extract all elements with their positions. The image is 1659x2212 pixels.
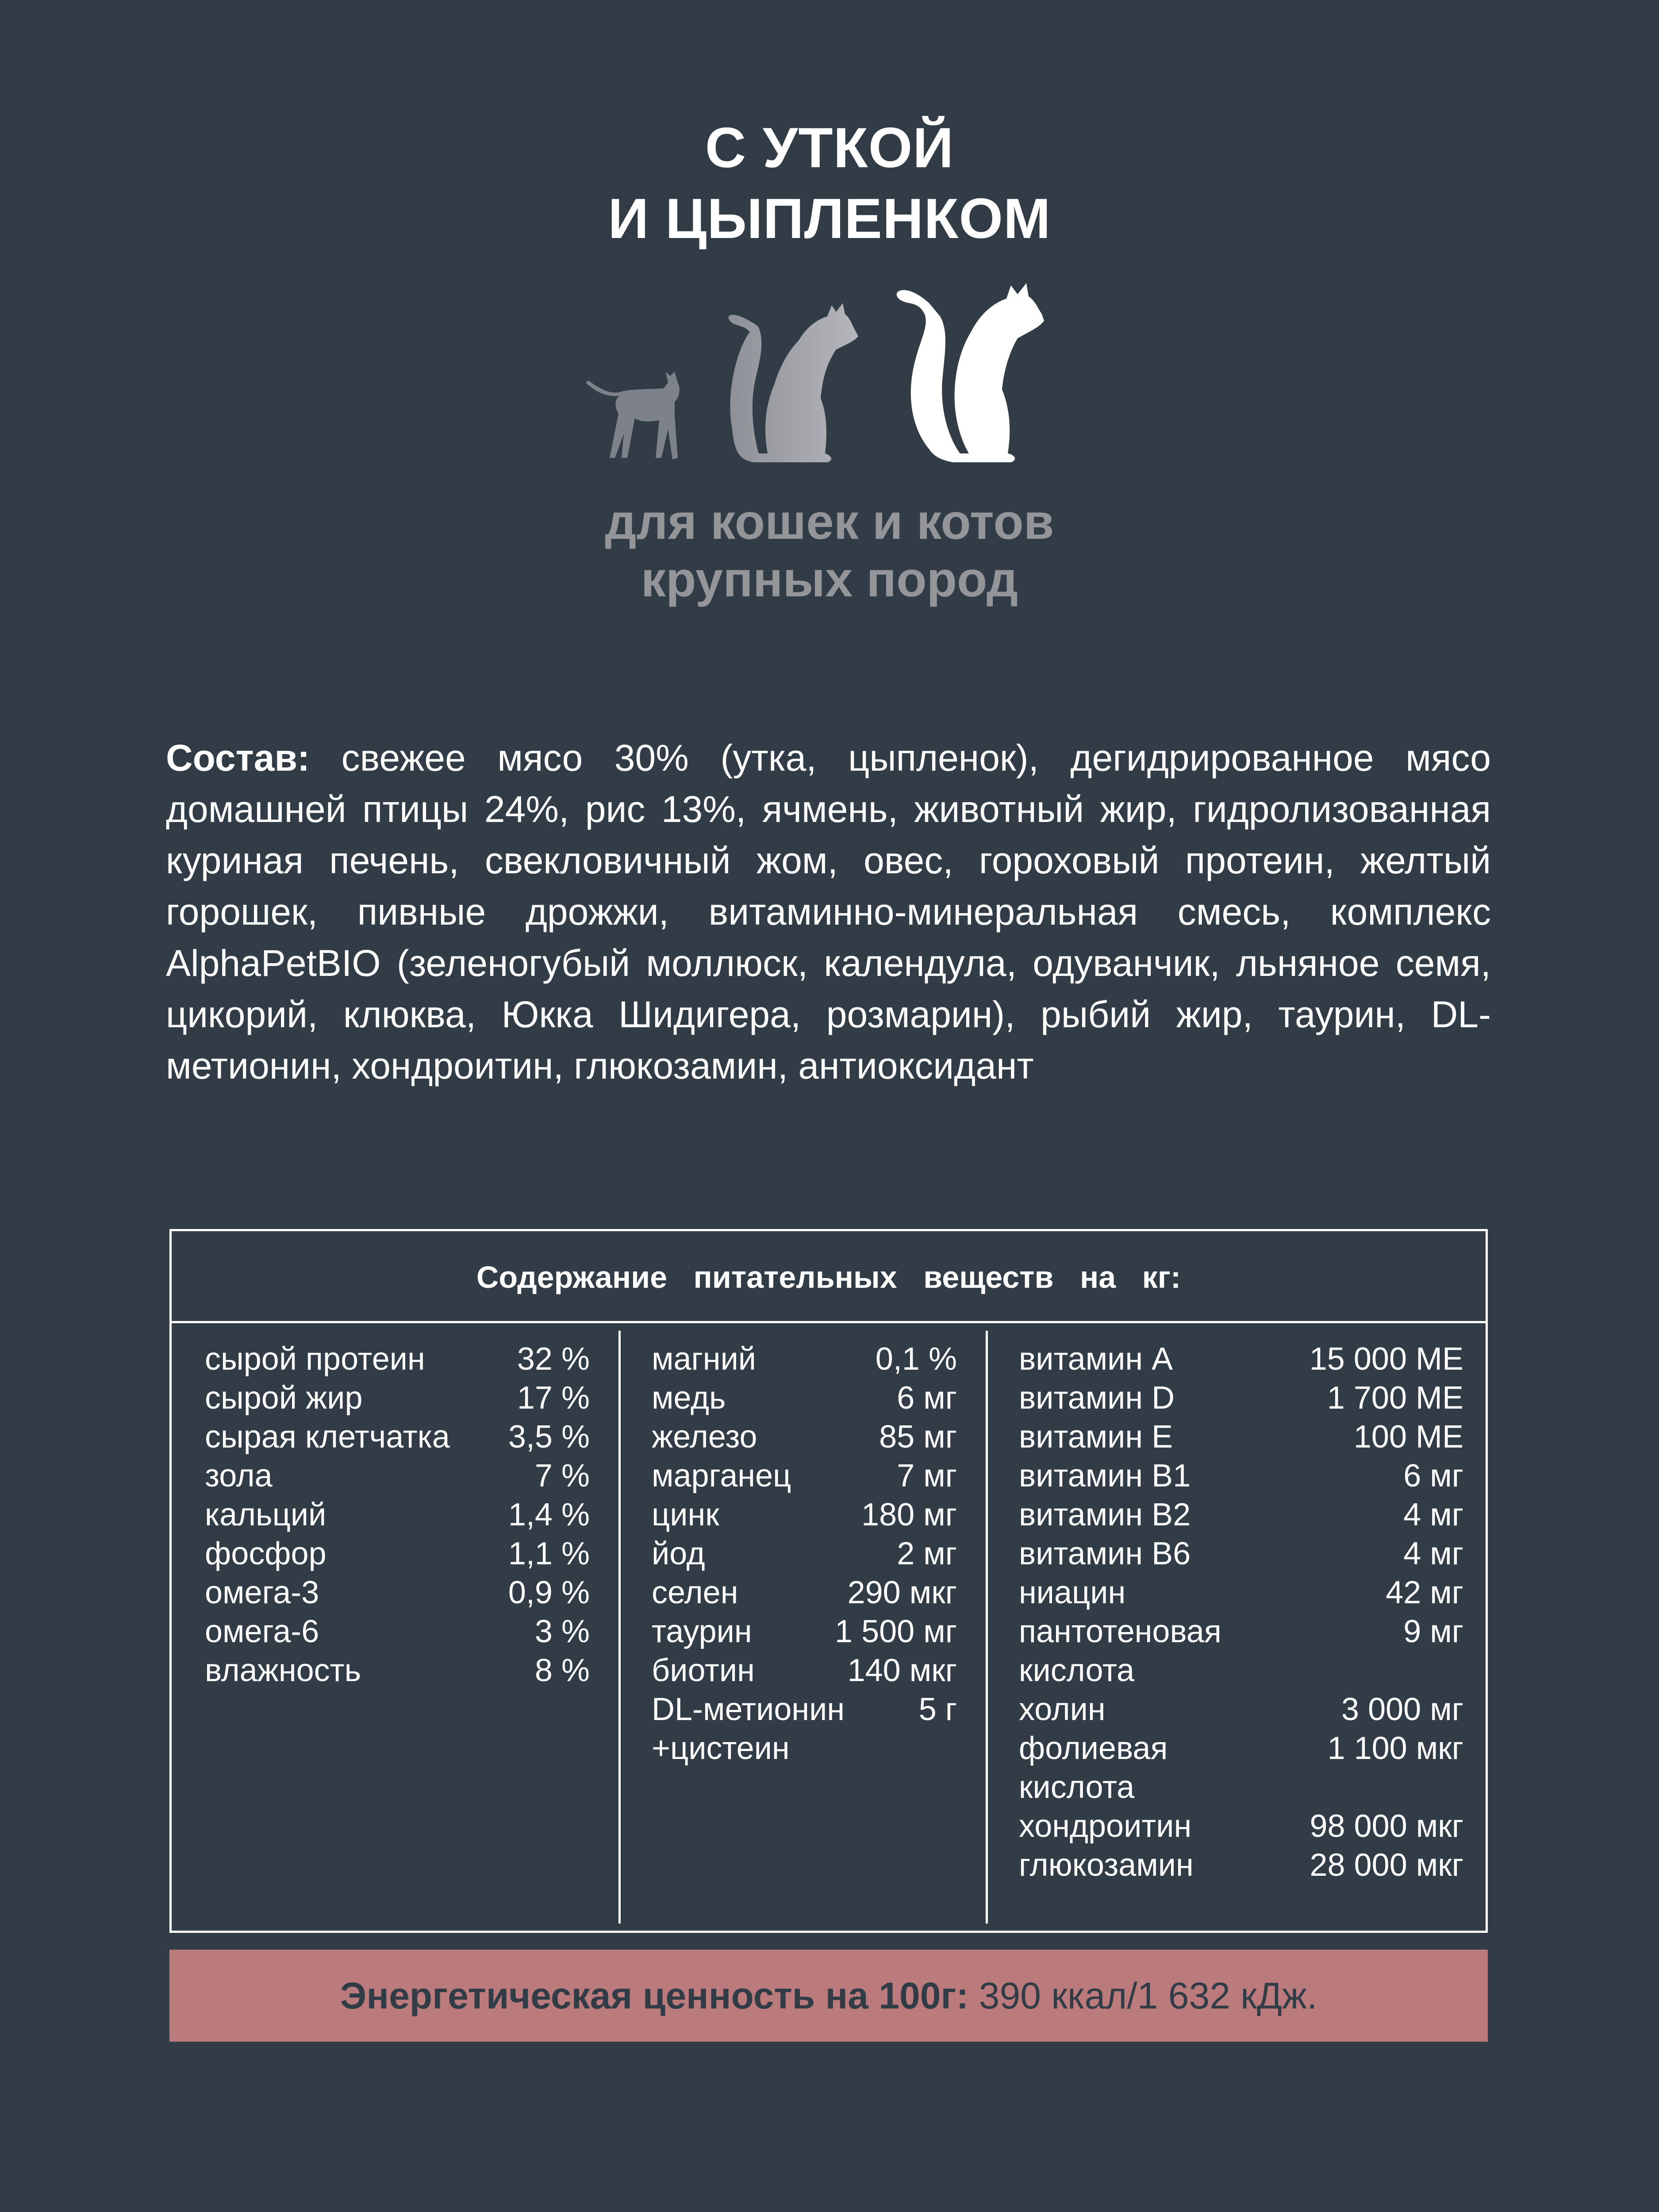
nutrient-value: 42 мг: [1386, 1575, 1463, 1610]
nutrient-value: 9 мг: [1403, 1614, 1463, 1649]
nutrient-name: витамин B2: [1019, 1497, 1191, 1532]
nutrient-value: 3 000 мг: [1341, 1692, 1463, 1727]
column-divider: [618, 1331, 621, 1924]
nutrient-name: зола: [205, 1458, 273, 1494]
nutrient-row: [1019, 1807, 1463, 1846]
nutrient-row: [1019, 1690, 1463, 1729]
nutrient-value: 3 %: [534, 1614, 590, 1649]
nutrient-row: [1019, 1534, 1463, 1573]
nutrient-name: пантотеновая: [1019, 1614, 1221, 1649]
subtitle-line-2: крупных пород: [641, 552, 1018, 607]
nutrient-value: 5 г: [918, 1692, 957, 1727]
nutrient-value: 290 мкг: [847, 1575, 957, 1610]
nutrient-row: [1019, 1768, 1463, 1807]
nutrient-value: 6 мг: [1403, 1458, 1463, 1494]
nutrient-value: 15 000 МЕ: [1309, 1341, 1463, 1377]
nutrient-name: йод: [652, 1536, 705, 1571]
cat-silhouette-icon: [729, 303, 858, 462]
nutrient-name: ниацин: [1019, 1575, 1126, 1610]
nutrient-row: [205, 1379, 590, 1417]
nutrient-row: [652, 1729, 957, 1768]
nutrient-value: 7 мг: [897, 1458, 957, 1494]
nutrient-value: 1 100 мкг: [1327, 1731, 1463, 1766]
nutrient-name: витамин А: [1019, 1341, 1173, 1377]
nutrient-name: омега-6: [205, 1614, 319, 1649]
nutrient-row: [1019, 1846, 1463, 1885]
energy-label: Энергетическая ценность на 100г:: [340, 1975, 969, 2016]
nutrient-row: [652, 1612, 957, 1651]
nutrient-row: [1019, 1495, 1463, 1534]
nutrient-value: 0,9 %: [508, 1575, 590, 1610]
nutrient-name: магний: [652, 1341, 757, 1377]
nutrient-row: [652, 1495, 957, 1534]
nutrient-row: [652, 1417, 957, 1456]
energy-value: 390 ккал/1 632 кДж.: [979, 1975, 1317, 2016]
nutrient-value: 7 %: [534, 1458, 590, 1494]
nutrient-row: [652, 1651, 957, 1690]
nutrient-value: 4 мг: [1403, 1497, 1463, 1532]
nutrient-name: кислота: [1019, 1653, 1135, 1688]
nutrient-name: цинк: [652, 1497, 719, 1532]
nutrient-name: витамин D: [1019, 1380, 1175, 1416]
nutrient-name: холин: [1019, 1692, 1106, 1727]
nutrient-row: [205, 1456, 590, 1495]
large-cat-silhouette-icon: [897, 283, 1044, 462]
nutrient-value: 2 мг: [897, 1536, 957, 1571]
composition-text: свежее мясо 30% (утка, цыпленок), дегидрированное мясо домашней птицы 24%, рис 13%, ячмень, животный жир, гидролизованная куриная печень, свекловичный жом, овес, гороховый протеин, желтый горошек, пивные дрожжи, витаминно-минеральная смесь, комплекс AlphaPetBIO (зеленогубый моллюск, календула, одуванчик, льняное семя, цикорий, клюква, Юкка Шидигера, розмарин), рыбий жир, таурин, DL-метионин, хондроитин, глюкозамин, антиоксидант: [166, 737, 1491, 1087]
nutrient-name: кислота: [1019, 1770, 1135, 1805]
nutrient-row: [205, 1495, 590, 1534]
nutrient-name: глюкозамин: [1019, 1847, 1194, 1883]
nutrient-value: 85 мг: [879, 1419, 957, 1455]
nutrient-name: медь: [652, 1380, 726, 1416]
nutrient-value: 6 мг: [897, 1380, 957, 1416]
nutrient-row: [1019, 1573, 1463, 1612]
nutrient-name: фолиевая: [1019, 1731, 1168, 1766]
nutrient-row: [652, 1340, 957, 1379]
nutrient-value: 1,4 %: [508, 1497, 590, 1532]
nutrient-value: 0,1 %: [875, 1341, 957, 1377]
nutrient-value: 1 700 МЕ: [1327, 1380, 1463, 1416]
nutrient-row: [1019, 1340, 1463, 1379]
nutrient-name: DL-метионин: [652, 1692, 845, 1727]
nutrient-value: 32 %: [517, 1341, 590, 1377]
nutrient-name: омега-3: [205, 1575, 319, 1610]
nutrient-name: селен: [652, 1575, 738, 1610]
nutrient-name: сырая клетчатка: [205, 1419, 450, 1455]
nutrient-name: таурин: [652, 1614, 752, 1649]
target-audience: [0, 493, 1659, 608]
nutrient-value: 98 000 мкг: [1310, 1809, 1463, 1844]
nutrients-column-2: [652, 1340, 957, 1768]
nutrient-name: сырой жир: [205, 1380, 363, 1416]
nutrient-row: [1019, 1379, 1463, 1417]
nutrient-row: [652, 1573, 957, 1612]
nutrient-name: биотин: [652, 1653, 755, 1688]
kitten-silhouette-icon: [586, 372, 680, 459]
nutrient-value: 140 мкг: [847, 1653, 957, 1688]
nutrient-name: фосфор: [205, 1536, 326, 1571]
nutrient-row: [652, 1534, 957, 1573]
nutrient-row: [1019, 1456, 1463, 1495]
nutrients-column-3: [1019, 1340, 1463, 1885]
cats-illustration: [580, 283, 1079, 469]
nutrient-name: влажность: [205, 1653, 361, 1688]
nutrient-name: марганец: [652, 1458, 791, 1494]
nutrient-name: витамин E: [1019, 1419, 1173, 1455]
nutrient-value: 1 500 мг: [835, 1614, 957, 1649]
composition-label: Состав:: [166, 737, 310, 779]
nutrient-name: сырой протеин: [205, 1341, 425, 1377]
composition-block: [166, 732, 1491, 1091]
nutrient-row: [205, 1573, 590, 1612]
nutrient-row: [652, 1456, 957, 1495]
nutrient-row: [205, 1651, 590, 1690]
nutrient-row: [652, 1379, 957, 1417]
column-divider: [986, 1331, 988, 1924]
nutrient-value: 4 мг: [1403, 1536, 1463, 1571]
nutrient-row: [652, 1690, 957, 1729]
nutrient-value: 1,1 %: [508, 1536, 590, 1571]
nutrient-value: 8 %: [534, 1653, 590, 1688]
nutrient-name: витамин B1: [1019, 1458, 1191, 1494]
nutrient-row: [1019, 1417, 1463, 1456]
nutrient-row: [205, 1417, 590, 1456]
nutrient-value: 28 000 мкг: [1310, 1847, 1463, 1883]
subtitle-line-1: для кошек и котов: [605, 494, 1054, 549]
nutrient-name: +цистеин: [652, 1731, 790, 1766]
nutrient-name: железо: [652, 1419, 757, 1455]
nutrient-value: 180 мг: [861, 1497, 957, 1532]
title-line-1: С УТКОЙ: [705, 116, 954, 180]
nutrients-header: Содержание питательных веществ на кг:: [172, 1231, 1486, 1323]
title-line-2: И ЦЫПЛЕНКОМ: [608, 187, 1051, 250]
nutrient-row: [205, 1534, 590, 1573]
product-title: [0, 113, 1659, 254]
nutrient-row: [205, 1612, 590, 1651]
nutrient-value: 3,5 %: [508, 1419, 590, 1455]
nutrient-row: [205, 1340, 590, 1379]
nutrients-table: [169, 1229, 1488, 1933]
energy-value-bar: [169, 1950, 1488, 2042]
nutrient-row: [1019, 1729, 1463, 1768]
nutrient-name: хондроитин: [1019, 1809, 1192, 1844]
nutrient-name: кальций: [205, 1497, 326, 1532]
nutrient-name: витамин B6: [1019, 1536, 1191, 1571]
nutrient-value: 17 %: [517, 1380, 590, 1416]
nutrient-row: [1019, 1651, 1463, 1690]
nutrient-value: 100 МЕ: [1353, 1419, 1463, 1455]
nutrient-row: [1019, 1612, 1463, 1651]
nutrients-column-1: [205, 1340, 590, 1690]
